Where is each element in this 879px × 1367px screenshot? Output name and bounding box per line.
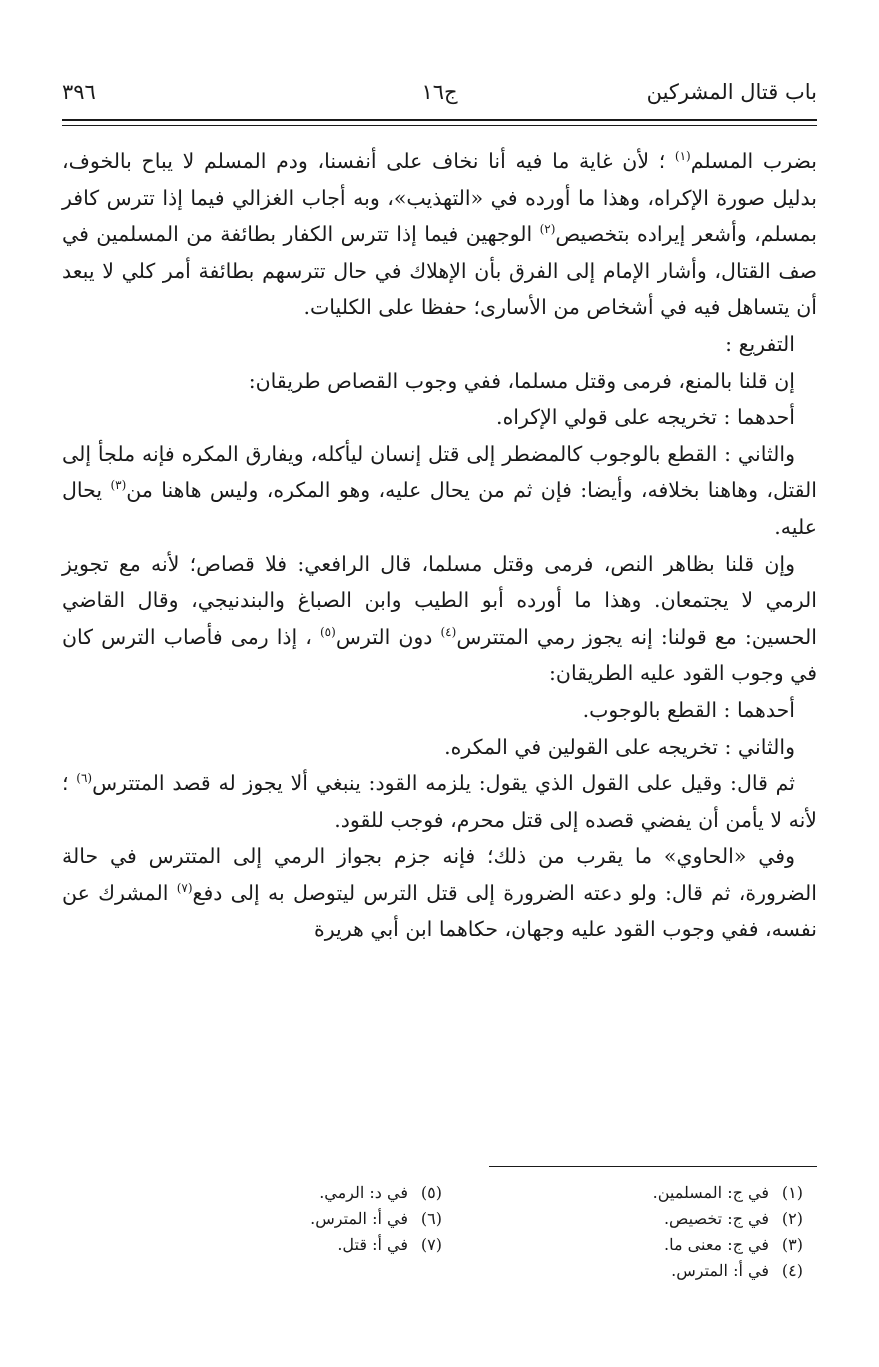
footnote-ref: (٦)	[76, 771, 93, 786]
paragraph: والثاني : تخريجه على القولين في المكره.	[444, 734, 795, 759]
footnote-ref: (٢)	[539, 222, 556, 237]
footnote-ref: (١)	[674, 149, 691, 164]
footnote: (٢)في ج: تخصيص.	[663, 1209, 803, 1228]
paragraph: أحدهما : تخريجه على قولي الإكراه.	[496, 405, 795, 430]
footnote-separator	[489, 1166, 817, 1167]
footnote-column-right	[473, 1180, 803, 1284]
paragraph: إن قلنا بالمنع، فرمى وقتل مسلما، ففي وجوب القصاص طريقان:	[248, 368, 795, 393]
paragraph: وإن قلنا بظاهر النص، فرمى وقتل مسلما، قال الرافعي: فلا قصاص؛ لأنه مع تجويز الرمي لا يجتمعان. وهذا ما أورده أبو الطيب وابن الصباغ والبندنيجي، وقال القاضي الحسين: مع قولنا: إنه يجوز رمي المتترس$^{(٤)}$ دون الترس$^{(٥)}$ ، إذا رمى فأصاب الترس كان في وجوب القود عليه الطريقان:	[62, 551, 817, 686]
footnote-ref: (٣)	[110, 478, 127, 493]
paragraph: وفي «الحاوي» ما يقرب من ذلك؛ فإنه جزم بجواز الرمي إلى المتترس في حالة الضرورة، ثم قال: ولو دعته الضرورة إلى قتل الترس ليتوصل به إلى دفع$^{(٧)}$ المشرك عن نفسه، ففي وجوب القود عليه وجهان، حكاهما ابن أبي هريرة	[62, 844, 817, 942]
page-header	[62, 80, 817, 116]
paragraph: ثم قال: وقيل على القول الذي يقول: يلزمه القود: ينبغي ألا يجوز له قصد المتترس$^{(٦)}$ ؛ لأنه لا يأمن أن يفضي قصده إلى قتل محرم، فوجب للقود.	[62, 771, 817, 832]
paragraph: والثاني : القطع بالوجوب كالمضطر إلى قتل إنسان ليأكله، ويفارق المكره فإنه ملجأ إلى القتل، وهاهنا بخلافه، وأيضا: فإن ثم من يحال عليه، وهو المكره، وليس هاهنا من$^{(٣)}$ يحال عليه.	[62, 441, 817, 539]
paragraph: أحدهما : القطع بالوجوب.	[582, 697, 795, 722]
volume-number: ج١٦	[421, 80, 458, 104]
header-rule-thick	[62, 119, 817, 121]
footnote: (٣)في ج: معنى ما.	[664, 1235, 803, 1254]
footnote: (٤)في أ: المترس.	[671, 1261, 803, 1280]
header-rule-thin	[62, 125, 817, 126]
footnote-ref: (٤)	[440, 624, 457, 639]
main-text	[62, 143, 817, 948]
section-heading: التفريع :	[725, 331, 795, 356]
page-number: ٣٩٦	[62, 80, 96, 104]
footnote: (٦)في أ: المترس.	[310, 1209, 442, 1228]
footnote: (٧)في أ: قتل.	[337, 1235, 442, 1254]
running-title: باب قتال المشركين	[646, 80, 817, 104]
footnote-ref: (٥)	[319, 624, 336, 639]
footnote-column-left	[112, 1180, 442, 1258]
footnote: (١)في ج: المسلمين.	[652, 1183, 803, 1202]
footnote-ref: (٧)	[176, 881, 193, 896]
paragraph: بضرب المسلم$^{(١)}$ ؛ لأن غاية ما فيه أنا نخاف على أنفسنا، ودم المسلم لا يباح بالخوف، بدليل صورة الإكراه، وهذا ما أورده في «التهذيب»، وبه أجاب الغزالي فيما إذا تترس كافر بمسلم، وأشعر إيراده بتخصيص$^{(٢)}$ الوجهين فيما إذا تترس الكفار بطائفة من المسلمين في صف القتال، وأشار الإمام إلى الفرق بأن الإهلاك في حال تترسهم بطائفة أمر كلي لا يبعد أن يتساهل فيه في أشخاص من الأسارى؛ حفظا على الكليات.	[62, 149, 818, 320]
footnote: (٥)في د: الرمي.	[319, 1183, 442, 1202]
